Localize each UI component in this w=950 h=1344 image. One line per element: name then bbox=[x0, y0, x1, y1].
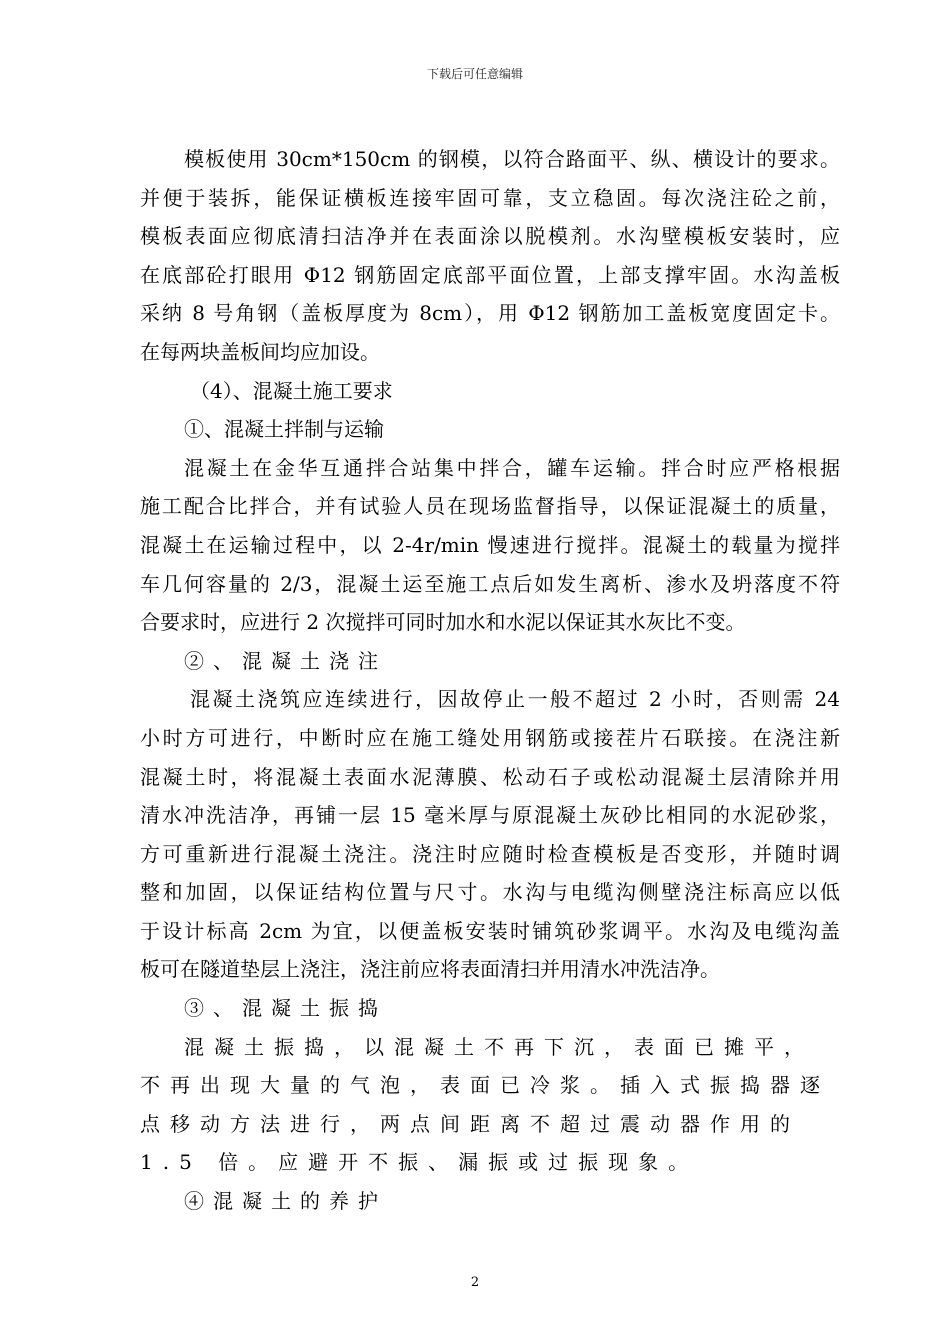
paragraph-line: 不再出现大量的气泡，表面已冷浆。插入式振捣器逐 bbox=[140, 1073, 830, 1098]
paragraph-line: 于设计标高 2cm 为宜，以便盖板安装时铺筑砂浆调平。水沟及电缆沟盖 bbox=[140, 918, 840, 943]
paragraph-line: 小时方可进行，中断时应在施工缝处用钢筋或接茬片石联接。在浇注新 bbox=[140, 725, 840, 750]
subsection-heading: ①、混凝土拌制与运输 bbox=[184, 417, 384, 442]
page-header: 下载后可任意编辑 bbox=[426, 67, 523, 81]
paragraph-line: 合要求时，应进行 2 次搅拌可同时加水和水泥以保证其水灰比不变。 bbox=[140, 610, 746, 635]
paragraph-line: 方可重新进行混凝土浇注。浇注时应随时检查模板是否变形，并随时调 bbox=[140, 841, 840, 866]
paragraph-line: 混凝土在金华互通拌合站集中拌合，罐车运输。拌合时应严格根据 bbox=[184, 455, 840, 480]
paragraph-line: 并便于装拆，能保证横板连接牢固可靠，支立稳固。每次浇注砼之前， bbox=[140, 185, 840, 210]
subsection-heading: ②、混凝土浇注 bbox=[184, 648, 387, 673]
paragraph-line: 施工配合比拌合，并有试验人员在现场监督指导，以保证混凝土的质量， bbox=[140, 494, 840, 519]
paragraph-line: 板可在隧道垫层上浇注，浇注前应将表面清扫并用清水冲洗洁净。 bbox=[140, 957, 720, 982]
paragraph-line: 车几何容量的 2/3，混凝土运至施工点后如发生离析、渗水及坍落度不符 bbox=[140, 571, 840, 596]
paragraph-line: 混凝土浇筑应连续进行，因故停止一般不超过 2 小时，否则需 24 bbox=[190, 687, 840, 712]
paragraph-line: 点移动方法进行，两点间距离不超过震动器作用的 bbox=[140, 1111, 800, 1136]
paragraph-line: 清水冲洗洁净，再铺一层 15 毫米厚与原混凝土灰砂比相同的水泥砂浆， bbox=[140, 803, 840, 828]
subsection-heading: ④混凝土的养护 bbox=[184, 1189, 387, 1214]
paragraph-line: 1.5 倍。应避开不振、漏振或过振现象。 bbox=[140, 1150, 699, 1175]
subsection-heading: ③、混凝土振捣 bbox=[184, 996, 387, 1021]
document-body bbox=[140, 140, 840, 1221]
paragraph-line: 模板表面应彻底清扫洁净并在表面涂以脱模剂。水沟壁模板安装时，应 bbox=[140, 224, 840, 249]
paragraph-line: 在每两块盖板间均应加设。 bbox=[140, 339, 380, 364]
paragraph-line: 混凝土在运输过程中，以 2-4r/min 慢速进行搅拌。混凝土的载量为搅拌 bbox=[140, 532, 840, 557]
section-heading: （4）、混凝土施工要求 bbox=[190, 378, 393, 403]
page-number: 2 bbox=[470, 1275, 480, 1290]
paragraph-line: 在底部砼打眼用 Φ12 钢筋固定底部平面位置，上部支撑牢固。水沟盖板 bbox=[140, 262, 840, 287]
paragraph-line: 采纳 8 号角钢（盖板厚度为 8cm），用 Φ12 钢筋加工盖板宽度固定卡。 bbox=[140, 301, 840, 326]
paragraph-line: 整和加固，以保证结构位置与尺寸。水沟与电缆沟侧壁浇注标高应以低 bbox=[140, 880, 840, 905]
paragraph-line: 混凝土振捣，以混凝土不再下沉，表面已摊平， bbox=[184, 1034, 814, 1059]
paragraph-line: 混凝土时，将混凝土表面水泥薄膜、松动石子或松动混凝土层清除并用 bbox=[140, 764, 840, 789]
paragraph-line: 模板使用 30cm*150cm 的钢模，以符合路面平、纵、横设计的要求。 bbox=[184, 147, 840, 171]
